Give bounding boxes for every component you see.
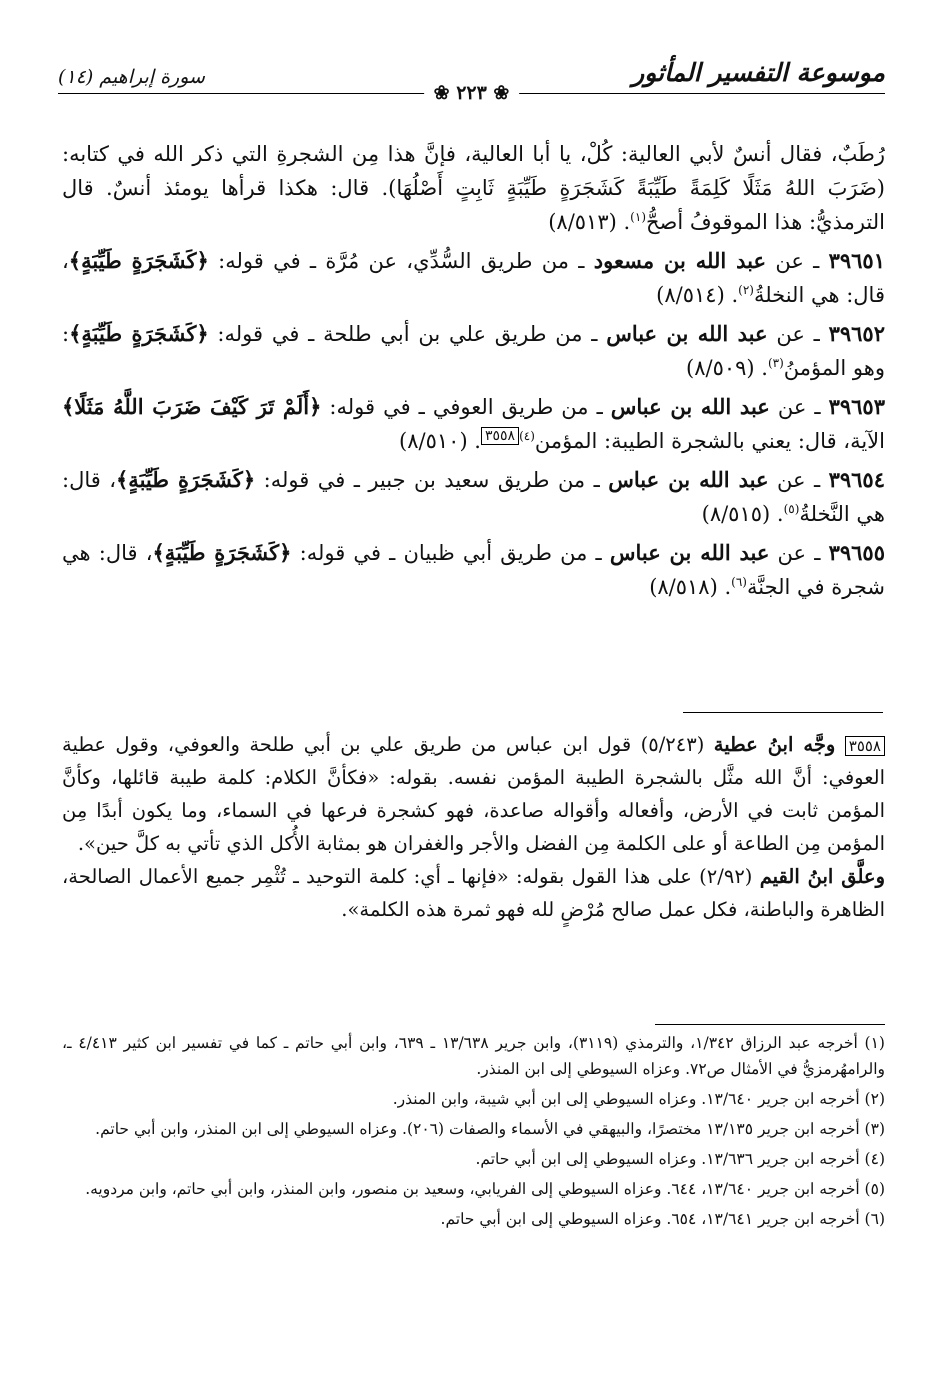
entry-text: ـ عن: [768, 468, 829, 492]
quran-quote: ﴿أَلَمْ تَرَ كَيْفَ ضَرَبَ اللَّهُ مَثَلًا﴾: [62, 394, 322, 419]
entry-text: ، قال: هي النَّخلةُ: [62, 468, 885, 526]
footnote-marker: (٦): [731, 575, 747, 589]
intro-paragraph: [62, 137, 885, 239]
footnote-marker: (١): [630, 210, 646, 224]
entry-text: الآية، قال: يعني بالشجرة الطيبة: المؤمن: [534, 429, 885, 453]
volume-ref: . (٨/٥١٤): [656, 283, 739, 307]
commentary-paragraph: [62, 728, 885, 860]
entry-text: ـ من طريق سعيد بن جبير ـ في قوله:: [255, 468, 609, 492]
footnote-marker: (٤): [519, 429, 535, 443]
scholar-name: ابنُ القيم: [759, 865, 834, 888]
entry-text: ـ من طريق العوفي ـ في قوله:: [321, 395, 611, 419]
narrator-name: عبد الله بن عباس: [609, 540, 770, 565]
footnote: (٥) أخرجه ابن جرير ١٣/٦٤٠، ٦٤٤. وعزاه السيوطي إلى الفريابي، وسعيد بن منصور، وابن المنذر، وابن أبي حاتم، وابن مردويه.: [85, 1180, 885, 1198]
narrator-name: عبد الله بن عباس: [606, 321, 768, 346]
quran-quote: ﴿كَشَجَرَةٍ طَيِّبَةٍ﴾: [116, 467, 256, 492]
commentary-text: (٢/٩٢) على هذا القول بقوله: «فإنها ـ أي: كلمة التوحيد ـ تُثْمِر جميع الأعمال الصالحة، الظاهرة والباطنة، فكل عمل صالح مُرْضٍ لله فهو ثمرة هذه الكلمة».: [62, 865, 885, 921]
footnote-marker: (٣): [767, 356, 784, 370]
surah-label: سورة إبراهيم (١٤): [58, 66, 205, 88]
entry-number: ٣٩٦٥٢: [828, 321, 885, 346]
entry-number: ٣٩٦٥٤: [828, 467, 885, 492]
scholar-name: وجَّه ابنُ عطية: [713, 733, 836, 756]
narration-entry: [62, 536, 885, 604]
footnote: (٢) أخرجه ابن جرير ١٣/٦٤٠. وعزاه السيوطي إلى ابن أبي شيبة، وابن المنذر.: [392, 1090, 885, 1108]
entry-text: ـ عن: [769, 541, 829, 565]
footnote-marker: (٢): [738, 283, 754, 297]
quran-quote: ﴿كَشَجَرَةٍ طَيِّبَةٍ﴾: [152, 540, 292, 565]
volume-ref: . (٨/٥٠٩): [686, 356, 768, 380]
page-number-value: ٢٢٣: [456, 82, 487, 104]
footnote: (١) أخرجه عبد الرزاق ١/٣٤٢، والترمذي (٣١١٩)، وابن جرير ١٣/٦٣٨ ـ ٦٣٩، وابن أبي حاتم ـ كما في تفسير ابن كثير ٤/٤١٣ ـ، والرامهُرمزيُّ في الأمثال ص٧٢. وعزاه السيوطي إلى ابن المنذر.: [62, 1034, 885, 1078]
narrator-name: عبد الله بن مسعود: [593, 248, 767, 273]
entry-text: ـ عن: [767, 322, 829, 346]
entry-text: ـ من طريق أبي ظبيان ـ في قوله:: [291, 541, 610, 565]
main-text: [62, 137, 885, 609]
footnote: (٣) أخرجه ابن جرير ١٣/١٣٥ مختصرًا، والبيهقي في الأسماء والصفات (٢٠٦). وعزاه السيوطي إلى ابن المنذر، وابن أبي حاتم.: [95, 1120, 885, 1138]
quran-quote: ﴿كَشَجَرَةٍ طَيِّبَةٍ﴾: [68, 248, 209, 273]
entry-text: : وهو المؤمنُ: [62, 322, 885, 380]
entry-text: ـ من طريق علي بن أبي طلحة ـ في قوله:: [208, 322, 607, 346]
footnotes: [62, 1030, 885, 1236]
quran-quote: ﴿كَشَجَرَةٍ طَيِّبَةٍ﴾: [69, 321, 209, 346]
footnote-marker: (٥): [783, 502, 800, 516]
intro-text: رُطَبٌ، فقال أنسٌ لأبي العالية: كُلْ، يا أبا العالية، فإنَّ هذا مِن الشجرةِ التي ذكر الله في كتابه: (ضَرَبَ اللهُ مَثَلًا كَلِمَةً طَيِّبَةً كَشَجَرَةٍ طَيِّبَةٍ ثَابِتٍ أَصْلُهَا). قال: هكذا قرأها يومئذ أنسٌ. قال الترمذيُّ: هذا الموقوفُ أصحُّ: [62, 142, 885, 234]
commentary-block: [62, 728, 885, 926]
entry-number: ٣٩٦٥٥: [828, 540, 885, 565]
page-number: ❀ ٢٢٣ ❀: [424, 82, 520, 104]
commentary-number-box: ٣٥٥٨: [845, 736, 885, 756]
volume-ref: . (٨/٥١٠): [399, 429, 481, 453]
narration-entry: [62, 244, 885, 312]
footnote: (٦) أخرجه ابن جرير ١٣/٦٤١، ٦٥٤. وعزاه السيوطي إلى ابن أبي حاتم.: [440, 1210, 885, 1228]
volume-ref: . (٨/٥١٨): [649, 575, 732, 599]
commentary-paragraph: [62, 860, 885, 926]
entry-text: ـ عن: [769, 395, 829, 419]
entry-text: ـ عن: [766, 249, 829, 273]
page-header: [58, 58, 885, 102]
narration-entry: [62, 390, 885, 458]
book-title: موسوعة التفسير المأثور: [632, 58, 885, 87]
entry-text: ، قال: هي النخلةُ: [62, 249, 885, 307]
footnote: (٤) أخرجه ابن جرير ١٣/٦٣٦. وعزاه السيوطي إلى ابن أبي حاتم.: [475, 1150, 885, 1168]
entry-text: ـ من طريق السُّدِّي، عن مُرَّة ـ في قوله:: [208, 249, 594, 273]
narrator-name: عبد الله بن عباس: [610, 394, 770, 419]
volume-ref: . (٨/٥١٥): [701, 502, 784, 526]
entry-text: ، قال: هي شجرة في الجنَّة: [62, 541, 885, 599]
commentary-lead: وعلَّق: [833, 865, 885, 888]
footnote-divider: [655, 1024, 885, 1025]
commentary-text: (٥/٢٤٣) قول ابن عباس من طريق علي بن أبي طلحة والعوفي، وقول عطية العوفي: أنَّ الله مثَّل بالشجرة الطيبة المؤمن نفسه. بقوله: «فكأنَّ الكلام: كلمة طيبة قائلها، وكأنَّ المؤمن ثابت في الأرض، وأفعاله وأقواله صاعدة، فهو كشجرة فرعها في السماء، وما يكون أبدًا مِن المؤمن مِن الطاعة أو على الكلمة مِن الفضل والأجر والغفران هو بمثابة الأُكل الذي تأتي به كلَّ حين».: [62, 733, 885, 855]
volume-ref: . (٨/٥١٣): [548, 210, 631, 234]
entry-number: ٣٩٦٥١: [828, 248, 885, 273]
entry-number: ٣٩٦٥٣: [828, 394, 885, 419]
narration-entry: [62, 463, 885, 531]
commentary-ref-box: ٣٥٥٨: [481, 427, 519, 445]
narration-entry: [62, 317, 885, 385]
commentary-divider: [683, 712, 883, 713]
narrator-name: عبد الله بن عباس: [608, 467, 769, 492]
